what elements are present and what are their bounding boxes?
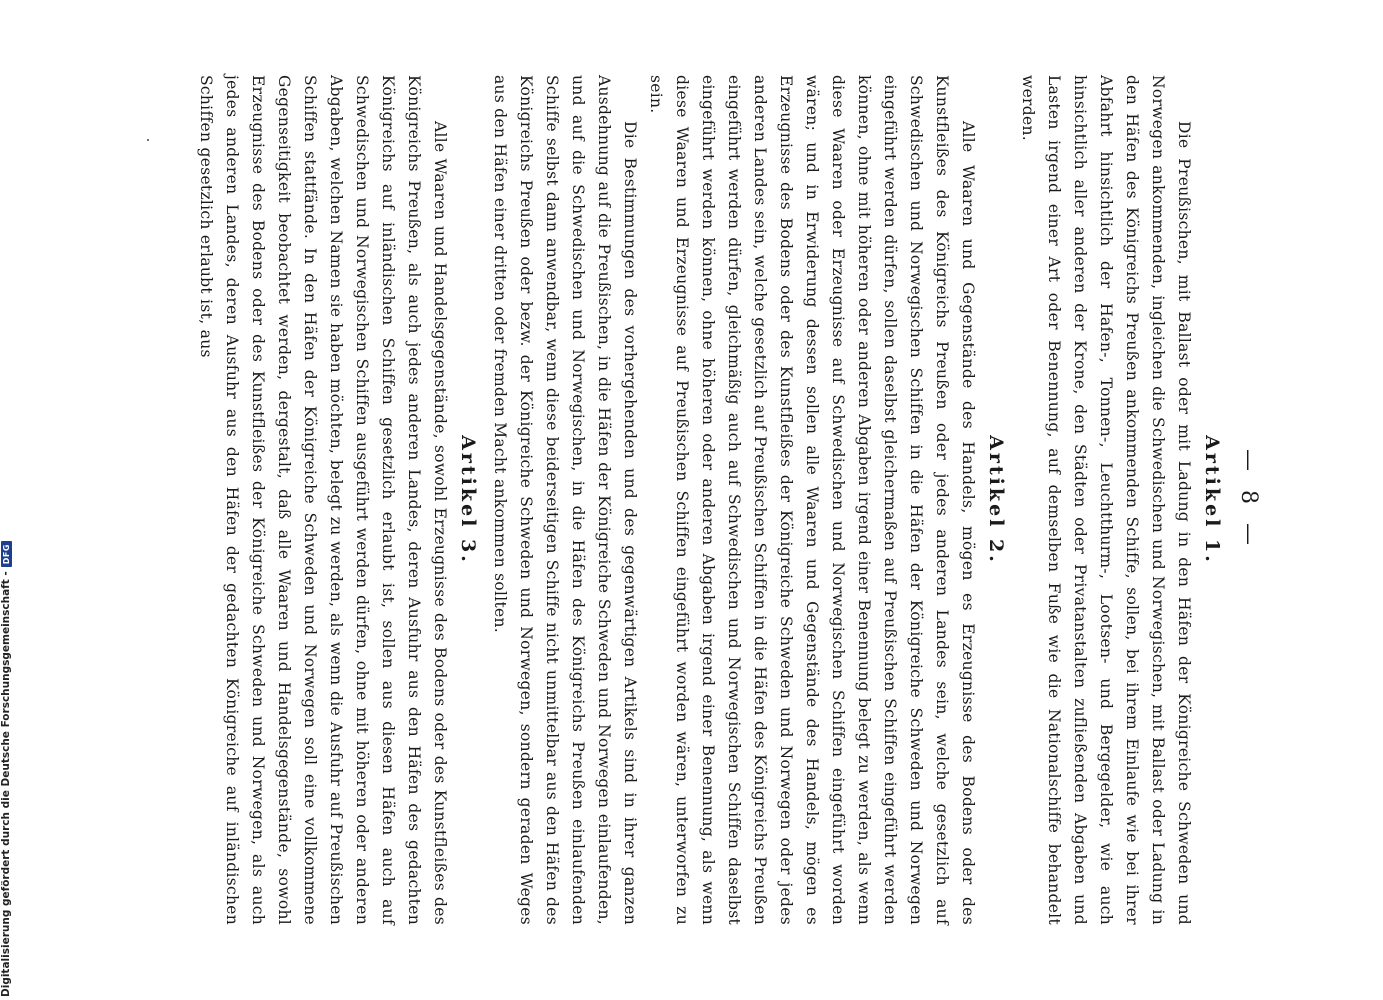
article-1-paragraph-1: Die Preußischen, mit Ballast oder mit Ladung in den Häfen der Königreiche Schweden und Norwegen ankommenden, ingleichen die Schwedischen und Norwegischen, mit Ballast oder Ladung in den Häfen des Königreichs Preußen ankommenden Schiffe, sollen, bei ihrem Einlaufe wie bei ihrer Abfahrt hinsichtlich der Hafen-, Tonnen-, Leuchtthurm-, Lootsen- und Bergegelder, wie auch hinsichtlich aller anderen der Krone, den Städten oder Privatanstalten zufließenden Abgaben und Lasten irgend einer Art oder Benennung, auf demselben Fuße wie die Nationalschiffe behandelt werden.	[1019, 75, 1193, 925]
article-3-heading: Artikel 3.	[457, 435, 479, 565]
rotated-document-body	[141, 75, 1271, 925]
article-3	[193, 75, 479, 925]
article-2-paragraph-2: Die Bestimmungen des vorhergehenden und des gegenwärtigen Artikels sind in ihrer ganzen Ausdehnung auf die Preußischen, in die Häfen der Königreiche Schweden und Norwegen einlaufenden, und auf die Schwedischen und Norwegischen, in die Häfen des Königreichs Preußen einlaufenden Schiffe selbst dann anwendbar, wenn diese beiderseitigen Schiffe nicht unmittelbar aus den Häfen des Königreichs Preußen oder bezw. der Königreiche Schweden und Norwegen, sondern geraden Weges aus den Häfen einer dritten oder fremden Macht ankommen sollten.	[491, 75, 639, 925]
article-3-paragraph-1: Alle Waaren und Handelsgegenstände, sowohl Erzeugnisse des Bodens oder des Kunstfleißes des Königreichs Preußen, als auch jedes anderen Landes, deren Ausfuhr aus den Häfen des gedachten Königreichs auf inländischen Schiffen gesetzlich erlaubt ist, sollen aus diesen Häfen auch auf Schwedischen und Norwegischen Schiffen ausgeführt werden dürfen, ohne mit höheren oder anderen Abgaben, welchen Namen sie haben möchten, belegt zu werden, als wenn die Ausfuhr auf Preußischen Schiffen stattfände. In den Häfen der Königreiche Schweden und Norwegen soll eine vollkommene Gegenseitigkeit beobachtet werden, dergestalt, daß alle Waaren und Handelsgegenstände, sowohl Erzeugnisse des Bodens oder des Kunstfleißes der Königreiche Schweden und Norwegen, als auch jedes anderen Landes, deren Ausfuhr aus den Häfen der gedachten Königreiche auf inländischen Schiffen gesetzlich erlaubt ist, aus	[197, 75, 449, 925]
article-1-heading: Artikel 1.	[1201, 435, 1223, 565]
digitization-footer	[0, 544, 16, 1000]
digitization-credit-text: Digitalisierung gefördert durch die Deutsche Forschungsgemeinschaft -	[0, 571, 12, 997]
article-1	[1015, 75, 1223, 925]
digitization-credit	[0, 544, 13, 997]
article-2-paragraph-1: Alle Waaren und Gegenstände des Handels, mögen es Erzeugnisse des Bodens oder des Kunstfleißes des Königreichs Preußen oder jedes anderen Landes sein, welche gesetzlich auf Schwedischen und Norwegischen Schiffen in die Häfen der Königreiche Schweden und Norwegen eingeführt werden dürfen, sollen daselbst gleichermaßen auf Preußischen Schiffen eingeführt werden können, ohne mit höheren oder anderen Abgaben irgend einer Benennung belegt zu werden, als wenn diese Waaren oder Erzeugnisse auf Schwedischen und Norwegischen Schiffen eingeführt worden wären; und in Erwiderung dessen sollen alle Waaren und Gegenstände des Handels, mögen es Erzeugnisse des Bodens oder des Kunstfleißes der Königreiche Schweden und Norwegen oder jedes anderen Landes sein, welche gesetzlich auf Preußischen Schiffen in die Häfen des Königreichs Preußen eingeführt werden dürfen, gleichmäßig auch auf Schwedischen und Norwegischen Schiffen daselbst eingeführt werden können, ohne höheren oder anderen Abgaben irgend einer Benennung, als wenn diese Waaren und Erzeugnisse auf Preußischen Schiffen eingeführt worden wären, unterworfen zu sein.	[647, 75, 977, 925]
dfg-logo-icon: DFG	[1, 541, 12, 567]
article-2	[487, 75, 1007, 925]
article-2-heading: Artikel 2.	[985, 435, 1007, 565]
page-number: — 8 —	[1236, 449, 1261, 551]
